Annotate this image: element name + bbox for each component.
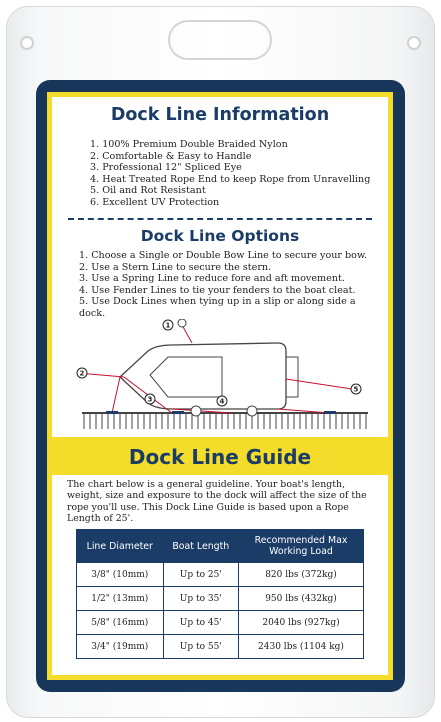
list-item: 6. Excellent UV Protection [90,196,220,208]
boat-console [286,357,298,397]
list-item: 5. Use Dock Lines when tying up in a slip or along side a [79,296,356,308]
list-item: 4. Use Fender Lines to tie your fenders to the boat cleat. [79,284,356,296]
column-header: Recommended Max Working Load [239,530,364,563]
diagram-label-1: 1 [165,321,171,330]
info-list [90,139,370,209]
list-item: 2. Use a Stern Line to secure the stern. [79,261,272,273]
corner-hole-right [407,36,421,50]
diagram-label-3: 3 [147,395,153,404]
column-header: Line Diameter [77,530,164,563]
list-item: dock. [79,307,106,319]
table-cell: 950 lbs (432kg) [239,587,364,611]
table-cell: 1/2" (13mm) [77,587,164,611]
table-cell: Up to 25' [163,563,238,587]
diagram-label-4: 4 [219,397,225,406]
table-cell: Up to 55' [163,635,238,659]
info-title: Dock Line Information [110,105,330,125]
dock-line-table [76,529,364,659]
options-title: Dock Line Options [140,227,300,245]
divider [68,218,372,220]
diagram-label-2: 2 [79,369,85,378]
list-item: 1. Choose a Single or Double Bow Line to secure your bow. [79,250,368,261]
table-cell: Up to 35' [163,587,238,611]
table-cell: 5/8" (16mm) [77,611,164,635]
options-list [79,250,367,320]
info-panel [47,92,393,680]
table-header-row [77,530,364,563]
dock-lines [78,325,352,413]
list-item: 1. 100% Premium Double Braided Nylon [90,139,288,150]
column-header: Boat Length [163,530,238,563]
corner-hole-left [20,36,34,50]
table-cell: 3/4" (19mm) [77,635,164,659]
diagram-markers [77,320,361,406]
dock-pilings [82,413,368,429]
table-row [77,563,364,587]
table-cell: Up to 45' [163,611,238,635]
table-row [77,611,364,635]
guide-title: Dock Line Guide [128,445,312,469]
table-cell: 2430 lbs (1104 kg) [239,635,364,659]
guide-intro: The chart below is a general guideline. Your boat's length, weight, size and exposure to the dock will affect the size of the rope you'll use. This Dock Line Guide is based upon a Rope Length of 25'. [67,479,367,525]
list-item: 2. Comfortable & Easy to Handle [90,150,252,162]
table-cell: 820 lbs (372kg) [239,563,364,587]
hang-tab [168,20,272,60]
list-item: 4. Heat Treated Rope End to keep Rope from Unravelling [90,173,371,185]
docking-diagram [72,319,368,431]
list-item: 5. Oil and Rot Resistant [90,185,206,197]
list-item: 3. Professional 12" Spliced Eye [90,162,242,174]
table-row [77,587,364,611]
diagram-label-5: 5 [353,385,359,394]
boat-cabin [150,357,222,397]
table-cell: 2040 lbs (927kg) [239,611,364,635]
table-cell: 3/8" (10mm) [77,563,164,587]
list-item: 3. Use a Spring Line to reduce fore and aft movement. [79,273,345,285]
table-row [77,635,364,659]
